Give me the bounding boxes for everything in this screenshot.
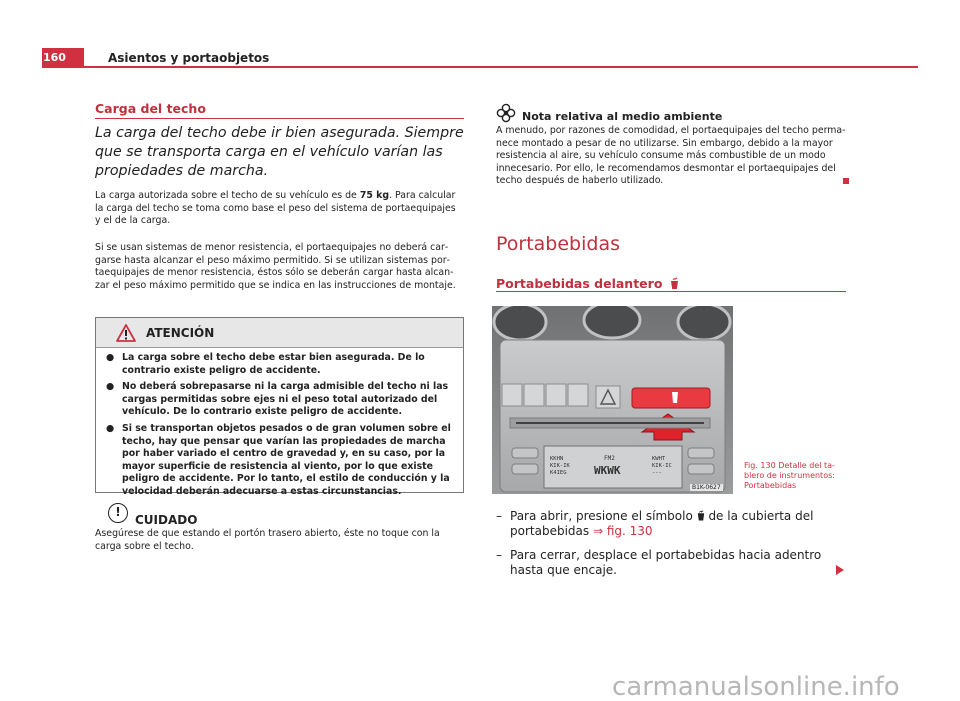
paragraph-text: . Para calcular la carga del techo se toma como base el peso del sistema de portaequipajes y el de la carga. [95, 190, 456, 227]
cup-holder-icon [670, 277, 679, 290]
cup-holder-icon [697, 510, 705, 521]
care-text: Asegúrese de que estando el portón trasero abierto, éste no toque con la carga sobre el techo. [95, 528, 440, 552]
radio-left-labels [550, 456, 570, 477]
radio-label: KKHN [550, 456, 564, 462]
max-load-value: 75 kg [359, 190, 390, 201]
warning-item-text: No deberá sobrepasarse ni la carga admisible del techo ni las cargas permitidas sobre ejes ni el peso total autorizado del vehículo. De lo contrario existe peligro de accidente. [122, 381, 449, 418]
page-number: 160 [42, 48, 84, 68]
warning-header [96, 318, 463, 348]
subsection-rule [496, 291, 846, 292]
care-label: CUIDADO [135, 513, 198, 527]
end-marker-icon [843, 178, 849, 184]
warning-item [106, 381, 453, 419]
radio-label: KIK-IK [550, 463, 570, 469]
bullet-icon: ● [106, 381, 115, 393]
environment-note-text: A menudo, por razones de comodidad, el portaequipajes del techo permanece montado a pesar de no utilizarse. Sin embargo, debido a la mayor resistencia al aire, su vehículo consume más combustible de un modo innecesario. Por ello, le recomendamos desmontar el portaequipajes del techo después de haberlo utilizado. [496, 125, 846, 187]
subsection-title-text: Portabebidas delantero [496, 276, 663, 291]
figure-link[interactable]: ⇒ fig. 130 [592, 524, 653, 538]
step-text-part: de la cubierta del portabebidas [510, 509, 814, 538]
step-dash: – [496, 509, 502, 523]
step-text: Para cerrar, desplace el portabebidas hacia adentro hasta que encaje. [510, 548, 822, 577]
warning-triangle-icon [116, 324, 136, 342]
figure-code: B1K-0627 [692, 484, 721, 491]
subsection-title [496, 276, 679, 291]
bullet-icon: ● [106, 352, 115, 363]
radio-band: FM2 [604, 455, 615, 462]
warning-item [106, 423, 453, 499]
warning-label: ATENCIÓN [146, 326, 215, 340]
bullet-icon: ● [106, 422, 115, 434]
step-text [509, 509, 846, 539]
paragraph-text: La carga autorizada sobre el techo de su vehículo es de [95, 190, 360, 201]
chapter-title: Portabebidas [496, 233, 621, 255]
environment-flower-icon [496, 103, 516, 123]
section-rule [95, 118, 464, 119]
paragraph-low-resistance: Si se usan sistemas de menor resistencia, el portaequipajes no deberá cargarse hasta alcanzar el peso máximo permitido. Si se utilizan sistemas portaequipajes de menor resistencia, éstos sólo se deberán cargar hasta alcanzar el peso máximo permitido que se indica en las instrucciones de montaje. [95, 242, 456, 291]
step-close [496, 548, 846, 578]
environment-note-label: Nota relativa al medio ambiente [522, 110, 723, 123]
care-exclamation-icon: ! [108, 503, 128, 523]
radio-label: KIK-IC [652, 463, 672, 469]
warning-item [106, 352, 453, 377]
radio-label: KWHT [652, 456, 666, 462]
header-rule [84, 66, 918, 68]
warning-item-text: Si se transportan objetos pesados o de gran volumen sobre el techo, hay que pensar que varían las propiedades de marcha por haber variado el centro de gravedad y, en su caso, por la mayor superficie de resistencia al viento, por lo que existe peligro de accidente. Por lo tanto, el estilo de conducción y la velocidad deberán adecuarse a estas circunstancias. [122, 422, 451, 497]
radio-right-labels [652, 456, 672, 477]
warning-item-text: La carga sobre el techo debe estar bien asegurada. De lo contrario existe peligro de accidente. [122, 352, 425, 376]
step-open [496, 509, 846, 539]
paragraph-roof-load [95, 190, 464, 228]
section-title-roof-load: Carga del techo [95, 101, 206, 116]
radio-label: K4IEG [550, 470, 567, 476]
radio-label: --- [652, 470, 662, 476]
warning-body [96, 348, 463, 499]
watermark: carmanualsonline.info [612, 672, 900, 701]
step-text-part: Para abrir, presione el símbolo [510, 509, 693, 523]
figure-caption: Fig. 130 Detalle del tablero de instrumentos: Portabebidas [744, 461, 835, 490]
radio-station: WKWK [594, 464, 621, 477]
continue-arrow-icon [836, 565, 844, 575]
header-title: Asientos y portaobjetos [108, 51, 270, 65]
dashboard-photo [492, 306, 733, 494]
lede-text: La carga del techo debe ir bien asegurada. Siempre que se transporta carga en el vehículo varían las propiedades de marcha. [95, 125, 464, 179]
step-dash: – [496, 548, 502, 562]
warning-box [95, 317, 464, 497]
